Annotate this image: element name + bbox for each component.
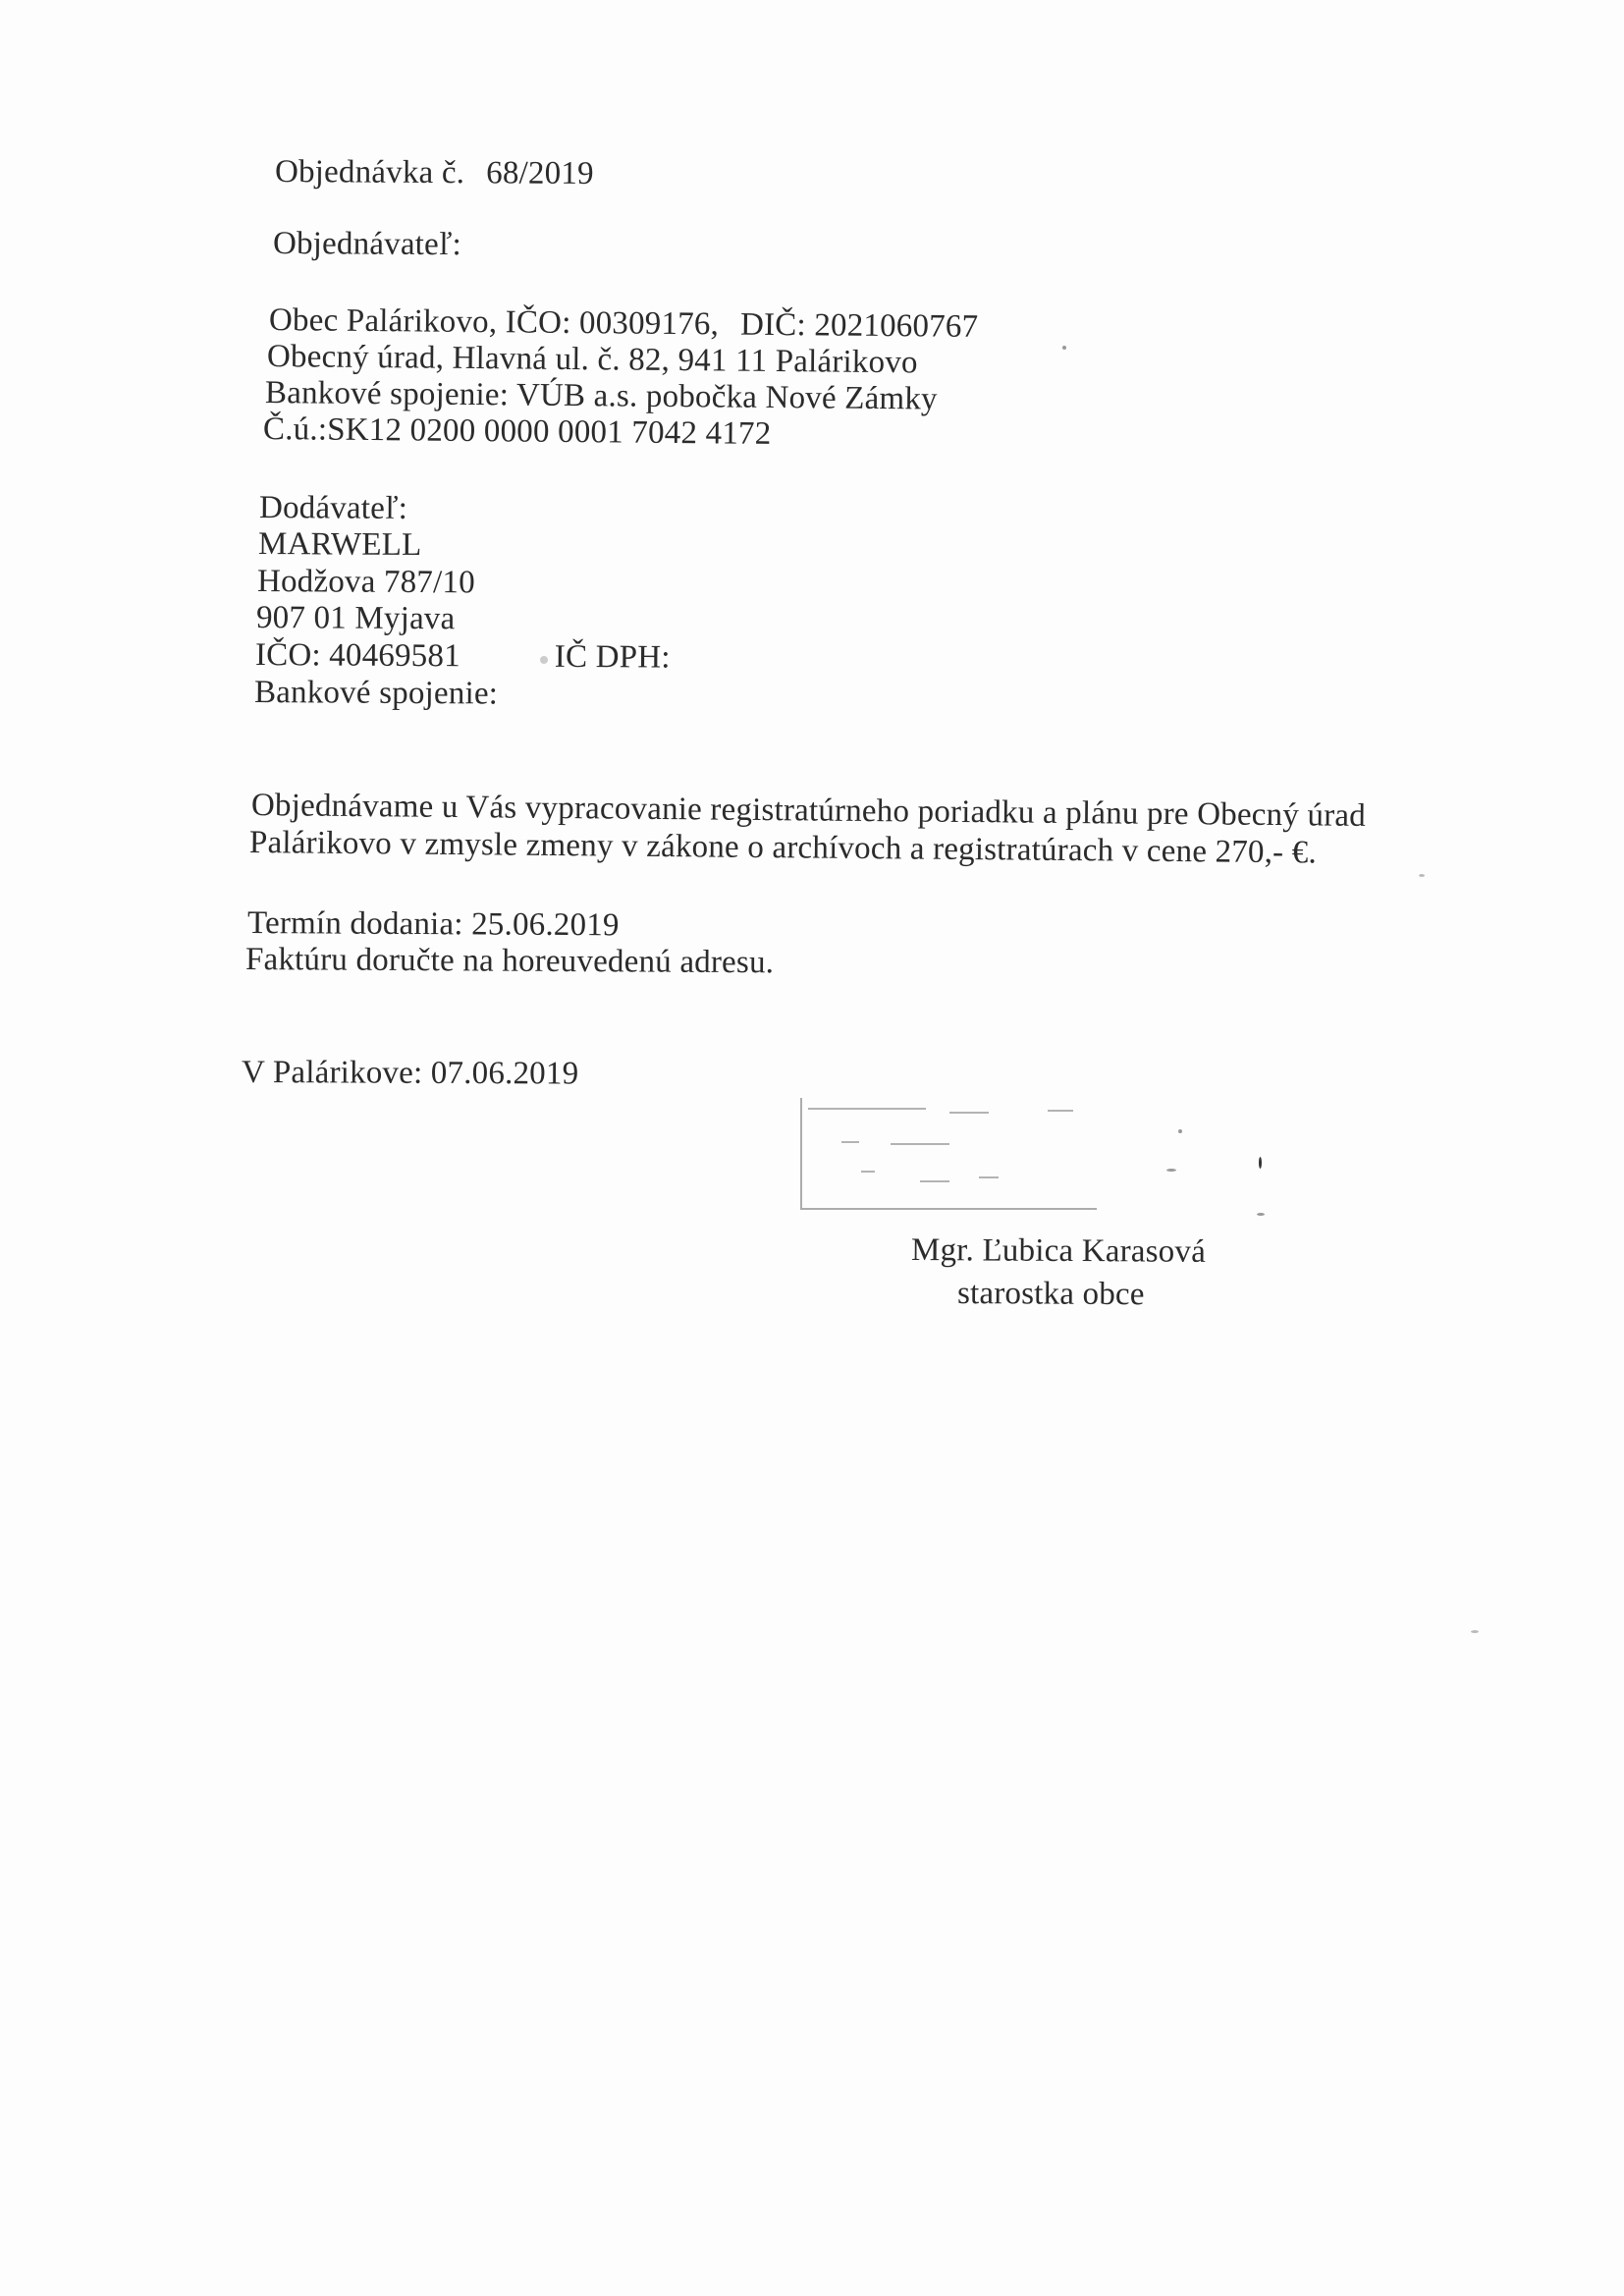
delivery-term: Termín dodania: 25.06.2019 bbox=[246, 905, 620, 944]
scan-speck bbox=[1062, 346, 1066, 350]
order-body-line-2: Palárikovo v zmysle zmeny v zákone o archívoch a registratúrach v cene 270,- €. bbox=[248, 825, 1318, 871]
signatory-title: starostka obce bbox=[956, 1276, 1145, 1313]
order-heading-label: Objednávka č. bbox=[274, 154, 465, 191]
customer-label: Objednávateľ: bbox=[272, 226, 462, 263]
supplier-name: MARWELL bbox=[257, 526, 422, 564]
scan-speck bbox=[540, 656, 548, 664]
supplier-ico: IČO: 40469581 bbox=[254, 637, 460, 675]
signature-mark bbox=[1178, 1129, 1182, 1133]
signature-mark bbox=[1257, 1213, 1265, 1216]
scan-speck bbox=[1471, 1630, 1479, 1633]
customer-bank: Bankové spojenie: VÚB a.s. pobočka Nové Zámky bbox=[264, 375, 938, 417]
signature-mark bbox=[1166, 1169, 1176, 1172]
faded-stamp bbox=[800, 1098, 1097, 1210]
signature-mark bbox=[1259, 1157, 1262, 1169]
customer-account: Č.ú.:SK12 0200 0000 0001 7042 4172 bbox=[262, 411, 772, 452]
supplier-ico-row bbox=[255, 635, 671, 678]
scan-speck bbox=[1419, 874, 1425, 877]
supplier-ic-dph: IČ DPH: bbox=[554, 638, 671, 676]
supplier-city: 907 01 Myjava bbox=[255, 600, 456, 637]
customer-dic: DIČ: 2021060767 bbox=[739, 306, 979, 345]
invoice-note: Faktúru doručte na horeuvedenú adresu. bbox=[244, 942, 775, 981]
place-date: V Palárikove: 07.06.2019 bbox=[241, 1055, 579, 1092]
customer-name-ico: Obec Palárikovo, IČO: 00309176, bbox=[268, 302, 720, 343]
order-body-line-1: Objednávame u Vás vypracovanie registratúrneho poriadku a plánu pre Obecný úrad bbox=[250, 788, 1367, 834]
customer-address: Obecný úrad, Hlavná ul. č. 82, 941 11 Palárikovo bbox=[266, 339, 918, 381]
signatory-name: Mgr. Ľubica Karasová bbox=[910, 1232, 1207, 1270]
supplier-label: Dodávateľ: bbox=[258, 490, 408, 526]
supplier-street: Hodžova 787/10 bbox=[256, 564, 475, 601]
order-number: 68/2019 bbox=[486, 155, 594, 191]
supplier-bank: Bankové spojenie: bbox=[253, 675, 499, 712]
order-heading bbox=[275, 152, 594, 193]
